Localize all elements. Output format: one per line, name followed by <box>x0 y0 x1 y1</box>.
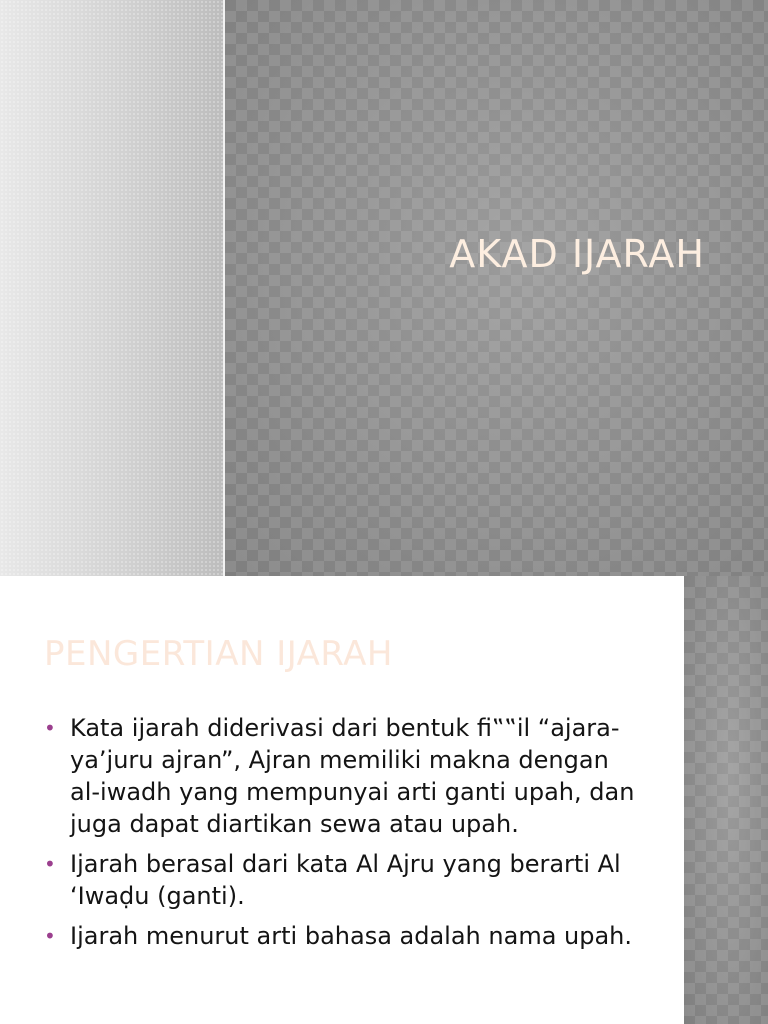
slide-title: AKAD IJARAH <box>449 232 705 276</box>
diamond-pattern-panel <box>225 0 768 576</box>
list-item <box>44 920 644 952</box>
bullet-text: Ijarah menurut arti bahasa adalah nama upah. <box>70 922 633 950</box>
list-item <box>44 848 644 912</box>
bullet-text: Ijarah berasal dari kata Al Ajru yang berarti Al ‘Iwaḍu (ganti). <box>70 850 621 910</box>
bullet-list <box>44 712 644 960</box>
slide-heading: PENGERTIAN IJARAH <box>44 634 393 674</box>
list-item <box>44 712 644 840</box>
content-slide <box>0 576 768 1024</box>
diamond-pattern-strip <box>684 576 768 1024</box>
left-gradient-panel <box>0 0 223 576</box>
bullet-icon: • <box>44 924 56 948</box>
bullet-icon: • <box>44 852 56 876</box>
bullet-text: Kata ijarah diderivasi dari bentuk fi‟‟il “ajara-ya’juru ajran”, Ajran memiliki makna dengan al-iwadh yang mempunyai arti ganti upah, dan juga dapat diartikan sewa atau upah. <box>70 714 635 838</box>
bullet-icon: • <box>44 716 56 740</box>
